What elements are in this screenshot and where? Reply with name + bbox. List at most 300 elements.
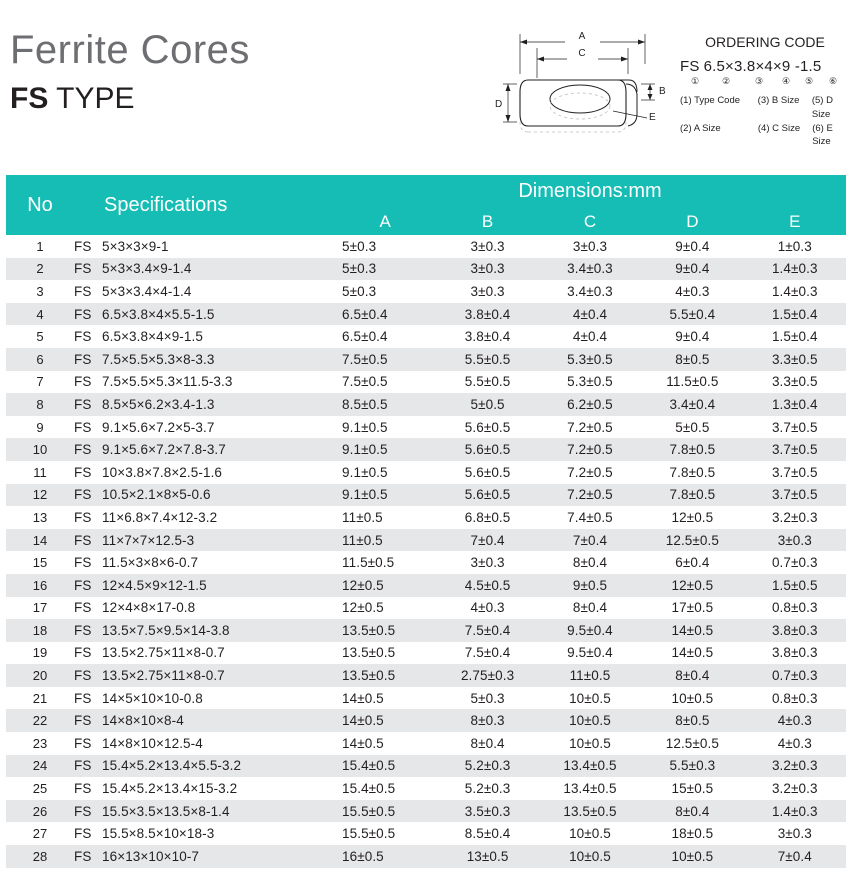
cell-dimension-a: 12±0.5: [334, 574, 436, 597]
cell-dimension-b: 5±0.3: [436, 687, 538, 710]
cell-dimension-b: 13±0.5: [436, 845, 538, 868]
cell-dimension-b: 6.8±0.5: [436, 506, 538, 529]
cell-dimension-d: 4±0.3: [641, 280, 743, 303]
table-row: [6, 303, 846, 326]
cell-dimension-d: 18±0.5: [641, 822, 743, 845]
cell-dimension-c: 3±0.3: [539, 235, 641, 258]
cell-specification: [74, 280, 334, 303]
table-row: [6, 777, 846, 800]
cell-specification: [74, 642, 334, 665]
cell-dimension-e: 1.4±0.3: [744, 258, 846, 281]
cell-type-code: FS: [74, 690, 92, 706]
cell-dimension-a: 11±0.5: [334, 529, 436, 552]
cell-dimension-c: 10±0.5: [539, 709, 641, 732]
cell-type-code: FS: [74, 238, 92, 254]
cell-spec-value: 13.5×2.75×11×8-0.7: [102, 645, 225, 661]
cell-dimension-d: 12.5±0.5: [641, 732, 743, 755]
ordering-mark-6: ⑥: [828, 76, 838, 86]
cell-no: 4: [6, 303, 74, 326]
header-dimensions-label: Dimensions: [518, 180, 623, 202]
header-dimensions: [334, 175, 846, 208]
cell-spec-value: 13.5×2.75×11×8-0.7: [102, 668, 225, 684]
table-row: [6, 597, 846, 620]
cell-type-code: FS: [74, 283, 92, 299]
header-specifications: Specifications: [74, 175, 334, 235]
cell-dimension-d: 9±0.4: [641, 235, 743, 258]
cell-type-code: FS: [74, 419, 92, 435]
cell-dimension-b: 5.2±0.3: [436, 755, 538, 778]
cell-specification: [74, 822, 334, 845]
cell-dimension-e: 7±0.4: [744, 845, 846, 868]
legend-cell: (4) C Size: [757, 122, 801, 134]
cell-dimension-b: 8±0.4: [436, 732, 538, 755]
cell-dimension-a: 5±0.3: [334, 258, 436, 281]
cell-no: 20: [6, 664, 74, 687]
cell-dimension-a: 15.5±0.5: [334, 822, 436, 845]
specifications-table: [6, 175, 846, 868]
cell-spec-value: 7.5×5.5×5.3×11.5-3.3: [102, 374, 233, 390]
cell-dimension-e: 0.7±0.3: [744, 551, 846, 574]
cell-dimension-c: 9.5±0.4: [539, 619, 641, 642]
header-dimensions-unit: :mm: [622, 180, 662, 202]
cell-no: 6: [6, 348, 74, 371]
cell-no: 16: [6, 574, 74, 597]
ordering-code-marks: [680, 76, 850, 87]
cell-spec-value: 5×3×3×9-1: [102, 238, 169, 254]
cell-dimension-c: 10±0.5: [539, 687, 641, 710]
cell-type-code: FS: [74, 329, 92, 345]
cell-type-code: FS: [74, 555, 92, 571]
cell-type-code: FS: [74, 577, 92, 593]
cell-dimension-a: 11.5±0.5: [334, 551, 436, 574]
cell-dimension-c: 3.4±0.3: [539, 280, 641, 303]
cell-dimension-b: 8.5±0.4: [436, 822, 538, 845]
cell-dimension-a: 6.5±0.4: [334, 325, 436, 348]
cell-specification: [74, 461, 334, 484]
cell-no: 22: [6, 709, 74, 732]
cell-spec-value: 5×3×3.4×4-1.4: [102, 283, 192, 299]
cell-type-code: FS: [74, 396, 92, 412]
cell-dimension-a: 9.1±0.5: [334, 461, 436, 484]
cell-dimension-b: 5.6±0.5: [436, 438, 538, 461]
cell-type-code: FS: [74, 464, 92, 480]
cell-dimension-a: 16±0.5: [334, 845, 436, 868]
cell-specification: [74, 371, 334, 394]
cell-spec-value: 5×3×3.4×9-1.4: [102, 261, 192, 277]
cell-type-code: FS: [74, 803, 92, 819]
ordering-mark-4: ④: [781, 76, 791, 86]
cell-dimension-c: 7.4±0.5: [539, 506, 641, 529]
cell-spec-value: 11×6.8×7.4×12-3.2: [102, 509, 218, 525]
cell-spec-value: 11×7×7×12.5-3: [102, 532, 195, 548]
cell-spec-value: 11.5×3×8×6-0.7: [102, 555, 199, 571]
table-row: [6, 325, 846, 348]
cell-dimension-c: 6.2±0.5: [539, 393, 641, 416]
header-dim-a: A: [334, 208, 436, 235]
cell-dimension-d: 8±0.5: [641, 348, 743, 371]
cell-specification: [74, 393, 334, 416]
table-row: [6, 755, 846, 778]
legend-cell: (5) D Size: [811, 95, 833, 120]
table-row: [6, 280, 846, 303]
cell-dimension-e: 0.7±0.3: [744, 664, 846, 687]
cell-type-code: FS: [74, 509, 92, 525]
cell-dimension-d: 10±0.5: [641, 687, 743, 710]
cell-no: 15: [6, 551, 74, 574]
table-row: [6, 619, 846, 642]
cell-dimension-d: 14±0.5: [641, 619, 743, 642]
cell-dimension-d: 11.5±0.5: [641, 371, 743, 394]
cell-dimension-e: 3.2±0.3: [744, 755, 846, 778]
cell-dimension-d: 7.8±0.5: [641, 438, 743, 461]
table-row: [6, 484, 846, 507]
subtitle-type-word: TYPE: [48, 82, 135, 115]
cell-dimension-c: 13.5±0.5: [539, 800, 641, 823]
cell-dimension-b: 3±0.3: [436, 280, 538, 303]
cell-dimension-b: 3±0.3: [436, 235, 538, 258]
cell-spec-value: 15.5×3.5×13.5×8-1.4: [102, 803, 230, 819]
cell-specification: [74, 416, 334, 439]
cell-no: 21: [6, 687, 74, 710]
core-drawing-svg: [495, 22, 670, 157]
page-header: [0, 0, 850, 175]
cell-dimension-c: 5.3±0.5: [539, 371, 641, 394]
cell-no: 26: [6, 800, 74, 823]
cell-dimension-b: 5.6±0.5: [436, 416, 538, 439]
cell-dimension-c: 10±0.5: [539, 822, 641, 845]
cell-dimension-a: 12±0.5: [334, 597, 436, 620]
ordering-mark-5: ⑤: [804, 76, 814, 86]
cell-no: 18: [6, 619, 74, 642]
cell-spec-value: 7.5×5.5×5.3×8-3.3: [102, 351, 215, 367]
cell-dimension-c: 8±0.4: [539, 597, 641, 620]
cell-dimension-c: 13.4±0.5: [539, 777, 641, 800]
cell-specification: [74, 800, 334, 823]
cell-dimension-d: 17±0.5: [641, 597, 743, 620]
title-block: [10, 28, 250, 115]
cell-dimension-a: 8.5±0.5: [334, 393, 436, 416]
cell-no: 17: [6, 597, 74, 620]
table-row: [6, 709, 846, 732]
cell-no: 23: [6, 732, 74, 755]
cell-dimension-a: 6.5±0.4: [334, 303, 436, 326]
cell-spec-value: 9.1×5.6×7.2×7.8-3.7: [102, 442, 226, 458]
cell-spec-value: 10.5×2.1×8×5-0.6: [102, 487, 211, 503]
header-dim-b: B: [436, 208, 538, 235]
cell-dimension-a: 9.1±0.5: [334, 438, 436, 461]
cell-type-code: FS: [74, 442, 92, 458]
cell-spec-value: 15.4×5.2×13.4×5.5-3.2: [102, 758, 242, 774]
cell-dimension-c: 8±0.4: [539, 551, 641, 574]
ordering-code-legend: [680, 94, 850, 149]
legend-row: [680, 122, 850, 150]
cell-no: 10: [6, 438, 74, 461]
cell-specification: [74, 755, 334, 778]
svg-text:E: E: [649, 112, 656, 123]
cell-specification: [74, 325, 334, 348]
cell-no: 2: [6, 258, 74, 281]
cell-dimension-d: 9±0.4: [641, 258, 743, 281]
cell-dimension-b: 3±0.3: [436, 258, 538, 281]
cell-specification: [74, 687, 334, 710]
cell-no: 25: [6, 777, 74, 800]
cell-dimension-e: 3.8±0.3: [744, 619, 846, 642]
cell-dimension-d: 7.8±0.5: [641, 484, 743, 507]
cell-no: 24: [6, 755, 74, 778]
cell-specification: [74, 777, 334, 800]
ordering-code-prefix: FS: [680, 58, 700, 75]
cell-type-code: FS: [74, 645, 92, 661]
legend-cell: (6) E Size: [812, 122, 833, 148]
cell-no: 12: [6, 484, 74, 507]
cell-specification: [74, 664, 334, 687]
cell-type-code: FS: [74, 351, 92, 367]
cell-dimension-a: 9.1±0.5: [334, 484, 436, 507]
cell-specification: [74, 574, 334, 597]
table-row: [6, 235, 846, 258]
cell-dimension-c: 3.4±0.3: [539, 258, 641, 281]
svg-text:B: B: [659, 86, 666, 97]
cell-dimension-c: 9±0.5: [539, 574, 641, 597]
table-row: [6, 438, 846, 461]
cell-dimension-b: 5±0.5: [436, 393, 538, 416]
cell-dimension-c: 10±0.5: [539, 732, 641, 755]
cell-dimension-a: 11±0.5: [334, 506, 436, 529]
cell-dimension-a: 9.1±0.5: [334, 416, 436, 439]
legend-cell: (3) B Size: [757, 95, 800, 106]
table-row: [6, 845, 846, 868]
cell-specification: [74, 709, 334, 732]
ordering-code-title: ORDERING CODE: [705, 34, 825, 50]
header-no: No: [6, 175, 74, 235]
cell-dimension-e: 3±0.3: [744, 822, 846, 845]
table-row: [6, 642, 846, 665]
header-dim-c: C: [539, 208, 641, 235]
cell-dimension-d: 14±0.5: [641, 642, 743, 665]
page-title: Ferrite Cores: [10, 28, 250, 72]
cell-dimension-a: 13.5±0.5: [334, 664, 436, 687]
table-row: [6, 732, 846, 755]
legend-cell: (2) A Size: [680, 122, 721, 134]
table-row: [6, 664, 846, 687]
table-row: [6, 461, 846, 484]
cell-dimension-a: 14±0.5: [334, 687, 436, 710]
cell-dimension-e: 1±0.3: [744, 235, 846, 258]
cell-dimension-b: 2.75±0.3: [436, 664, 538, 687]
cell-dimension-b: 3.5±0.3: [436, 800, 538, 823]
cell-dimension-a: 7.5±0.5: [334, 371, 436, 394]
cell-dimension-a: 5±0.3: [334, 280, 436, 303]
cell-type-code: FS: [74, 622, 92, 638]
cell-spec-value: 14×8×10×8-4: [102, 713, 184, 729]
cell-dimension-e: 1.5±0.4: [744, 303, 846, 326]
table-row: [6, 800, 846, 823]
table-row: [6, 551, 846, 574]
cell-type-code: FS: [74, 735, 92, 751]
cell-no: 13: [6, 506, 74, 529]
cell-dimension-b: 7.5±0.4: [436, 642, 538, 665]
cell-specification: [74, 619, 334, 642]
table-row: [6, 574, 846, 597]
cell-type-code: FS: [74, 600, 92, 616]
legend-cell: (1) Type Code: [680, 95, 741, 106]
cell-dimension-e: 3±0.3: [744, 529, 846, 552]
cell-dimension-e: 3.3±0.5: [744, 348, 846, 371]
cell-specification: [74, 506, 334, 529]
cell-dimension-d: 9±0.4: [641, 325, 743, 348]
cell-dimension-b: 7±0.4: [436, 529, 538, 552]
table-row: [6, 258, 846, 281]
cell-dimension-e: 3.3±0.5: [744, 371, 846, 394]
cell-type-code: FS: [74, 487, 92, 503]
cell-dimension-a: 5±0.3: [334, 235, 436, 258]
cell-no: 8: [6, 393, 74, 416]
cell-dimension-a: 13.5±0.5: [334, 642, 436, 665]
cell-dimension-e: 3.7±0.5: [744, 416, 846, 439]
cell-no: 19: [6, 642, 74, 665]
cell-type-code: FS: [74, 848, 92, 864]
cell-dimension-b: 4.5±0.5: [436, 574, 538, 597]
legend-row: [680, 94, 850, 122]
cell-type-code: FS: [74, 532, 92, 548]
cell-specification: [74, 845, 334, 868]
cell-no: 11: [6, 461, 74, 484]
cell-specification: [74, 551, 334, 574]
cell-dimension-a: 13.5±0.5: [334, 619, 436, 642]
cell-dimension-b: 5.2±0.3: [436, 777, 538, 800]
ordering-mark-1: ①: [690, 76, 700, 86]
cell-dimension-b: 7.5±0.4: [436, 619, 538, 642]
table-row: [6, 529, 846, 552]
table-body: [6, 235, 846, 868]
cell-dimension-d: 5.5±0.4: [641, 303, 743, 326]
cell-no: 5: [6, 325, 74, 348]
cell-dimension-e: 3.2±0.3: [744, 506, 846, 529]
cell-specification: [74, 732, 334, 755]
cell-type-code: FS: [74, 668, 92, 684]
cell-dimension-d: 12.5±0.5: [641, 529, 743, 552]
cell-type-code: FS: [74, 826, 92, 842]
cell-dimension-e: 1.4±0.3: [744, 280, 846, 303]
cell-dimension-d: 6±0.4: [641, 551, 743, 574]
cell-no: 27: [6, 822, 74, 845]
cell-dimension-c: 7.2±0.5: [539, 484, 641, 507]
cell-dimension-c: 10±0.5: [539, 845, 641, 868]
table-row: [6, 506, 846, 529]
cell-spec-value: 8.5×5×6.2×3.4-1.3: [102, 396, 215, 412]
ordering-code-value: 6.5×3.8×4×9 -1.5: [703, 58, 822, 75]
cell-dimension-e: 0.8±0.3: [744, 597, 846, 620]
cell-spec-value: 15.4×5.2×13.4×15-3.2: [102, 781, 238, 797]
cell-dimension-b: 5.6±0.5: [436, 461, 538, 484]
cell-dimension-b: 3±0.3: [436, 551, 538, 574]
cell-specification: [74, 258, 334, 281]
cell-specification: [74, 303, 334, 326]
cell-type-code: FS: [74, 306, 92, 322]
cell-dimension-d: 8±0.4: [641, 800, 743, 823]
cell-dimension-c: 13.4±0.5: [539, 755, 641, 778]
cell-spec-value: 6.5×3.8×4×9-1.5: [102, 329, 203, 345]
cell-dimension-a: 15.4±0.5: [334, 777, 436, 800]
cell-dimension-d: 5.5±0.3: [641, 755, 743, 778]
cell-dimension-c: 7±0.4: [539, 529, 641, 552]
cell-dimension-a: 15.4±0.5: [334, 755, 436, 778]
cell-dimension-d: 3.4±0.4: [641, 393, 743, 416]
cell-no: 7: [6, 371, 74, 394]
cell-dimension-b: 8±0.3: [436, 709, 538, 732]
cell-dimension-e: 3.7±0.5: [744, 438, 846, 461]
cell-dimension-c: 4±0.4: [539, 325, 641, 348]
svg-text:A: A: [578, 31, 586, 42]
cell-dimension-e: 0.8±0.3: [744, 687, 846, 710]
table-row: [6, 371, 846, 394]
cell-no: 14: [6, 529, 74, 552]
cell-no: 28: [6, 845, 74, 868]
cell-spec-value: 9.1×5.6×7.2×5-3.7: [102, 419, 215, 435]
ordering-code-block: [680, 34, 850, 149]
cell-dimension-b: 3.8±0.4: [436, 303, 538, 326]
cell-type-code: FS: [74, 261, 92, 277]
cell-specification: [74, 484, 334, 507]
cell-dimension-b: 5.5±0.5: [436, 348, 538, 371]
cell-dimension-e: 3.7±0.5: [744, 461, 846, 484]
cell-spec-value: 6.5×3.8×4×5.5-1.5: [102, 306, 215, 322]
cell-type-code: FS: [74, 713, 92, 729]
svg-text:C: C: [578, 48, 586, 59]
table-row: [6, 822, 846, 845]
cell-spec-value: 14×5×10×10-0.8: [102, 690, 203, 706]
table-row: [6, 416, 846, 439]
ordering-mark-3: ③: [754, 76, 764, 86]
cell-dimension-a: 15.5±0.5: [334, 800, 436, 823]
cell-dimension-d: 10±0.5: [641, 845, 743, 868]
subtitle-type-code: FS: [10, 82, 49, 115]
cell-dimension-c: 5.3±0.5: [539, 348, 641, 371]
cell-dimension-e: 1.3±0.4: [744, 393, 846, 416]
cell-spec-value: 15.5×8.5×10×18-3: [102, 826, 215, 842]
core-dimension-drawing: [495, 22, 670, 157]
cell-type-code: FS: [74, 758, 92, 774]
cell-specification: [74, 438, 334, 461]
cell-specification: [74, 597, 334, 620]
cell-dimension-c: 7.2±0.5: [539, 438, 641, 461]
cell-dimension-d: 12±0.5: [641, 506, 743, 529]
table-row: [6, 348, 846, 371]
cell-dimension-e: 3.7±0.5: [744, 484, 846, 507]
cell-specification: [74, 529, 334, 552]
cell-dimension-b: 5.6±0.5: [436, 484, 538, 507]
table-header-row-primary: [6, 175, 846, 208]
cell-dimension-a: 7.5±0.5: [334, 348, 436, 371]
cell-dimension-d: 8±0.4: [641, 664, 743, 687]
cell-no: 1: [6, 235, 74, 258]
cell-dimension-d: 8±0.5: [641, 709, 743, 732]
cell-specification: [74, 348, 334, 371]
cell-dimension-c: 7.2±0.5: [539, 416, 641, 439]
cell-dimension-c: 11±0.5: [539, 664, 641, 687]
cell-dimension-c: 4±0.4: [539, 303, 641, 326]
cell-dimension-d: 15±0.5: [641, 777, 743, 800]
table-row: [6, 687, 846, 710]
cell-dimension-e: 4±0.3: [744, 732, 846, 755]
cell-dimension-e: 1.4±0.3: [744, 800, 846, 823]
ordering-mark-2: ②: [721, 76, 731, 86]
cell-dimension-a: 14±0.5: [334, 709, 436, 732]
cell-specification: [74, 235, 334, 258]
cell-dimension-e: 3.8±0.3: [744, 642, 846, 665]
cell-dimension-a: 14±0.5: [334, 732, 436, 755]
page-subtitle: [10, 82, 250, 115]
